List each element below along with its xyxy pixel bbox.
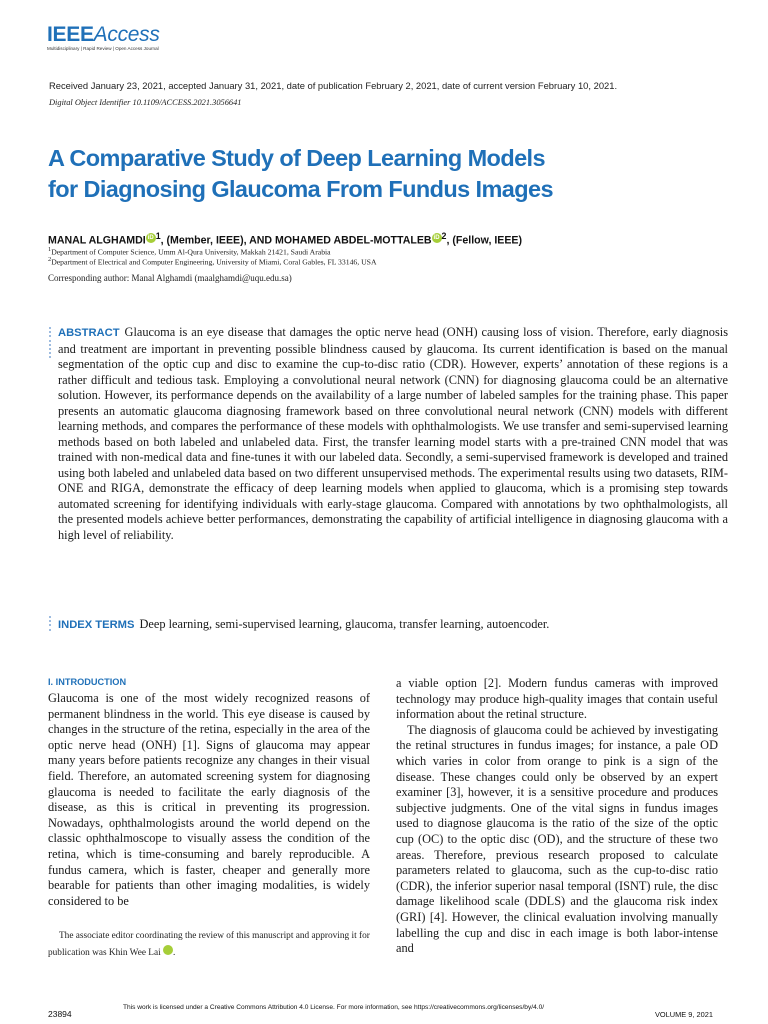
intro-paragraph-1: Glaucoma is one of the most widely recognized reasons of permanent blindness in the world. This eye disease is caused by changes in the structure of the retina, especially in the area of the optic nerve head (ONH) [1]. Signs of glaucoma may appear many years before patients recognize any changes in their visual field. Therefore, an automated screening system for diagnosing glaucoma is needed to facilitate the early diagnosis of the disease, as this is critical in preventing its progression. Nowadays, ophthalmologists around the world depend on the classic ophthalmoscope to visually assess the condition of the retina, which is time-consuming and barely reproducible. A fundus camera, which is faster, cheaper and generally more bearable for patients than other imaging modalities, is widely considered to be	[48, 691, 370, 908]
affiliation-1: $^1$Department of Computer Science, Umm Al-Qura University, Makkah 21421, Saudi Arabia	[48, 246, 331, 257]
title-line-2: for Diagnosing Glaucoma From Fundus Images	[48, 176, 553, 202]
intro-paragraph-2: a viable option [2]. Modern fundus cameras with improved technology may produce high-quality images that contain useful information about the retinal structure.	[396, 676, 718, 722]
license-notice: This work is licensed under a Creative Commons Attribution 4.0 License. For more information, see https://creativecommons.org/licenses/by/4.0/	[123, 1004, 545, 1011]
index-terms-dots-decoration	[47, 616, 53, 633]
logo-tagline: Multidisciplinary | Rapid Review | Open Access Journal	[47, 46, 159, 51]
abstract-text: Glaucoma is an eye disease that damages the optic nerve head (ONH) causing loss of vision. Therefore, early diagnosis and treatment are important in preventing possible blindness caused by glaucoma. Its current identification is based on the manual segmentation of the optic cup and disc to examine the cup-to-disc ratio (CDR). However, experts’ annotation of these regions is a rather difficult and tedious task. Employing a convolutional neural network (CNN) for diagnosing glaucoma could be an alternative solution. However, its performance depends on the availability of a large number of labeled samples for the training phase. This paper presents an automatic glaucoma diagnosing framework based on three convolutional neural network (CNN) models with different learning methods, and compares the performance of these models with ophthalmologists. We use transfer and semi-supervised learning methods based on both labeled and unlabeled data. First, the transfer learning model starts with a pre-trained CNN model that was trained with non-medical data and fine-tunes it with our labeled data. Secondly, a semi-supervised framework is developed and trained using both labeled and unlabeled data based on two different unsupervised methods. The experimental results using two datasets, RIM-ONE and RIGA, demonstrate the efficacy of deep learning models when applied to glaucoma, which is a promising step towards automated screening for identifying individuals with early-stage glaucoma. Compared with annotations by two ophthalmologists, all the presented models achieve better performances, demonstrating the capability of artificial intelligence in diagnosing glaucoma with a high level of reliability.	[58, 325, 728, 542]
intro-paragraph-3: The diagnosis of glaucoma could be achieved by investigating the retinal structures in fundus images; for instance, a pale OD which varies in color from orange to pink is a sign of the disease. These changes could only be observed by an expert examiner [3], however, it is a sensitive procedure and produces subjective judgments. One of the vital signs in fundus images used to diagnose glaucoma is the ratio of the size of the optic cup (OC) to the optic disc (OD), and the structure of these two areas. Therefore, previous research proposed to calculate parameters related to glaucoma, such as the cup-to-disc ratio (CDR), the inferior superior nasal temporal (ISNT) rule, the disc damage likelihood scale (DDLS) and the glaucoma risk index (GRI) [4]. However, the clinical evaluation involving manually labelling the cup and disc in each image is both labor-intense and	[396, 722, 718, 956]
index-terms	[58, 617, 728, 634]
orcid-icon[interactable]: iD	[147, 235, 154, 241]
section-heading: I. INTRODUCTION	[48, 677, 127, 687]
logo-wordmark: IEEEAccess	[47, 23, 160, 46]
orcid-icon[interactable]: iD	[163, 945, 173, 955]
right-column	[396, 676, 718, 957]
author-1-name: MANAL ALGHAMDI	[48, 234, 146, 247]
editor-footnote: The associate editor coordinating the review of this manuscript and approving it for publication was Khin Wee Lai iD.	[48, 931, 370, 958]
abstract-dots-decoration	[47, 327, 53, 361]
abstract-label: ABSTRACT	[58, 327, 120, 339]
doi: Digital Object Identifier 10.1109/ACCESS.2021.3056641	[49, 98, 242, 107]
volume-info: VOLUME 9, 2021	[655, 1010, 713, 1019]
paper-title	[48, 143, 708, 205]
left-column	[48, 676, 370, 909]
orcid-icon[interactable]: iD	[433, 235, 440, 241]
index-terms-text: Deep learning, semi-supervised learning, glaucoma, transfer learning, autoencoder.	[139, 617, 550, 631]
author-line: MANAL ALGHAMDI iD $^1$, (Member, IEEE), AND MOHAMED ABDEL-MOTTALEB iD $^2$, (Fellow, IEEE)	[48, 231, 523, 247]
abstract	[58, 325, 728, 543]
received-dates: Received January 23, 2021, accepted January 31, 2021, date of publication February 2, 2021, date of current version February 10, 2021.	[49, 80, 618, 91]
journal-logo	[47, 24, 160, 51]
title-line-1: A Comparative Study of Deep Learning Models	[48, 145, 545, 171]
corresponding-author: Corresponding author: Manal Alghamdi (maalghamdi@uqu.edu.sa)	[48, 273, 292, 283]
page-number: 23894	[48, 1009, 72, 1019]
index-terms-label: INDEX TERMS	[58, 619, 135, 631]
affiliation-2: $^2$Department of Electrical and Computer Engineering, University of Miami, Coral Gables, FL 33146, USA	[48, 256, 377, 267]
